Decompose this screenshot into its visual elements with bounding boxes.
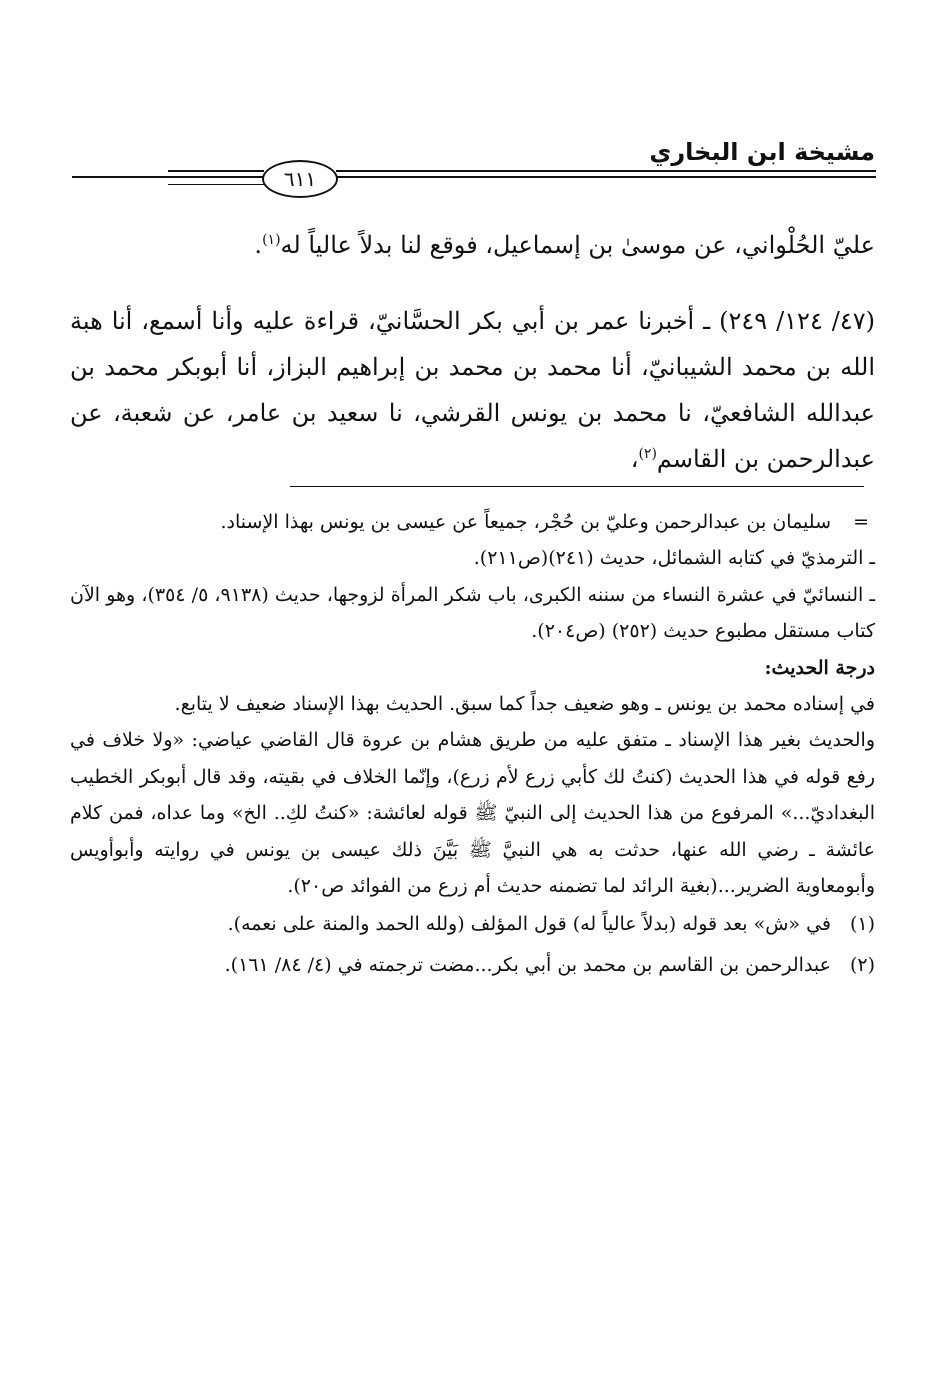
entry-text: (٤٧/ ١٢٤/ ٢٤٩) ـ أخبرنا عمر بن أبي بكر الحسَّانيّ، قراءة عليه وأنا أسمع، أنا هبة الله بن محمد الشيبانيّ، أنا محمد بن محمد بن إبراهيم البزاز، أنا أبوبكر محمد بن عبدالله الشافعيّ، نا محمد بن يونس القرشي، نا سعيد بن عامر، عن شعبة، عن عبدالرحمن بن القاسم (70, 307, 876, 473)
continued-footnote (70, 504, 875, 540)
continuation-marker: = (853, 511, 869, 533)
grade-paragraph: في إسناده محمد بن يونس ـ وهو ضعيف جداً كما سبق. الحديث بهذا الإسناد ضعيف لا يتابع. (174, 693, 875, 716)
hadith-entry (70, 298, 875, 482)
running-title: مشيخة ابن البخاري (649, 138, 875, 166)
grade-paragraph: والحديث بغير هذا الإسناد ـ متفق عليه من طريق هشام بن عروة قال القاضي عياضي: «ولا خلاف في رفع قوله في هذا الحديث (كنتُ لك كأبي زرع لأم زرع)، وإنّما الخلاف في بقيته، وقد قال أبوبكر الخطيب البغداديّ...» المرفوع من هذا الحديث إلى النبيّ ﷺ قوله لعائشة: «كنتُ لكِ.. الخ» وما عداه، فمن كلام عائشة ـ رضي الله عنها، حدثت به هي النبيَّ ﷺ بَيَّنَ ذلك عيسى بن يونس في روايته وأبوأويس وأبومعاوية الضرير...(بغية الرائد لما تضمنه حديث أم زرع من الفوائد ص٢٠). (70, 729, 875, 898)
footnote-text: في «ش» بعد قوله (بدلاً عالياً له) قول المؤلف (ولله الحمد والمنة على نعمه). (227, 913, 831, 936)
lead-text: عليّ الحُلْواني، عن موسىٰ بن إسماعيل، فوقع لنا بدلاً عالياً له (280, 231, 875, 259)
entry-end: ، (630, 445, 639, 473)
footnote-2 (70, 947, 875, 983)
header-rule-double-right (336, 170, 876, 172)
page-number: ٦١١ (262, 160, 338, 198)
header-rule-double-left-b (168, 170, 264, 172)
footnote-separator (290, 486, 864, 487)
lead-end: . (254, 231, 263, 259)
header-rule-double-left (168, 184, 264, 185)
footnote-number: (١) (849, 913, 875, 936)
footnote-1 (70, 906, 875, 942)
footnote-ref-1: (١) (262, 232, 281, 248)
footnote-number: (٢) (849, 953, 875, 976)
source-line: ـ النسائيّ في عشرة النساء من سننه الكبرى، باب شكر المرأة لزوجها، حديث (٩١٣٨، ٥/ ٣٥٤)، وهو الآن كتاب مستقل مطبوع حديث (٢٥٢) (ص٢٠٤). (70, 583, 876, 643)
main-lead-line (70, 222, 875, 268)
footnote-ref-2: (٢) (638, 446, 657, 462)
header-rule (72, 176, 876, 178)
continued-note-line: سليمان بن عبدالرحمن وعليّ بن حُجْر، جميعاً عن عيسى بن يونس بهذا الإسناد. (220, 511, 831, 533)
grade-heading: درجة الحديث: (764, 656, 875, 679)
source-line: ـ الترمذيّ في كتابه الشمائل، حديث (٢٤١)(ص٢١١). (473, 547, 875, 570)
footnotes-area (70, 504, 875, 983)
footnote-text: عبدالرحمن بن القاسم بن محمد بن أبي بكر...مضت ترجمته في (٤/ ٨٤/ ١٦١). (224, 953, 831, 976)
